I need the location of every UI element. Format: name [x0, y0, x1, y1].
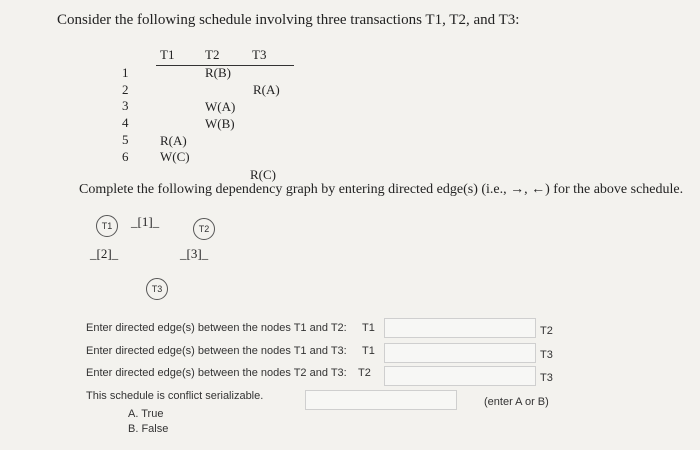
- step-4: 4: [122, 115, 129, 130]
- row2-right-node: T3: [540, 349, 553, 361]
- header-t2: T2: [205, 47, 220, 62]
- row2-left-node: T1: [362, 345, 375, 357]
- node-t3: T3: [146, 278, 168, 300]
- t2-op-wb: W(B): [205, 116, 235, 131]
- option-b: B. False: [128, 423, 169, 435]
- row4-label: This schedule is conflict serializable.: [86, 390, 264, 402]
- t2-op-wa: W(A): [205, 99, 236, 114]
- step-1: 1: [122, 65, 129, 80]
- header-t1: T1: [160, 47, 175, 62]
- row3-right-node: T3: [540, 372, 553, 384]
- node-t2: T2: [193, 218, 215, 240]
- question-title: Consider the following schedule involving three transactions T1, T2, and T3:: [57, 12, 520, 28]
- step-3: 3: [122, 98, 129, 113]
- t1-op-ra: R(A): [160, 133, 187, 148]
- row3-answer-input[interactable]: [384, 366, 536, 386]
- instruction-text: Complete the following dependency graph by entering directed edge(s) (i.e., →, ←) for the above schedule.: [79, 182, 684, 197]
- row2-answer-input[interactable]: [384, 343, 536, 363]
- row1-left-node: T1: [362, 322, 375, 334]
- header-t3: T3: [252, 47, 267, 62]
- row2-label: Enter directed edge(s) between the nodes T1 and T3:: [86, 345, 347, 357]
- row4-suffix: (enter A or B): [484, 396, 549, 408]
- row1-answer-input[interactable]: [384, 318, 536, 338]
- row3-label: Enter directed edge(s) between the nodes T2 and T3:: [86, 367, 347, 379]
- step-5: 5: [122, 132, 129, 147]
- t2-op-rb: R(B): [205, 65, 231, 80]
- t1-op-wc: W(C): [160, 149, 190, 164]
- blank-1[interactable]: _[1]_: [131, 214, 160, 229]
- t3-op-ra: R(A): [253, 82, 280, 97]
- t3-op-rc: R(C): [250, 167, 276, 182]
- blank-3[interactable]: _[3]_: [180, 246, 209, 261]
- step-6: 6: [122, 149, 129, 164]
- serializable-answer-input[interactable]: [305, 390, 457, 410]
- step-2: 2: [122, 82, 129, 97]
- option-a: A. True: [128, 408, 164, 420]
- node-t1: T1: [96, 215, 118, 237]
- row3-left-node: T2: [358, 367, 371, 379]
- blank-2[interactable]: _[2]_: [90, 246, 119, 261]
- row1-label: Enter directed edge(s) between the nodes T1 and T2:: [86, 322, 347, 334]
- row1-right-node: T2: [540, 325, 553, 337]
